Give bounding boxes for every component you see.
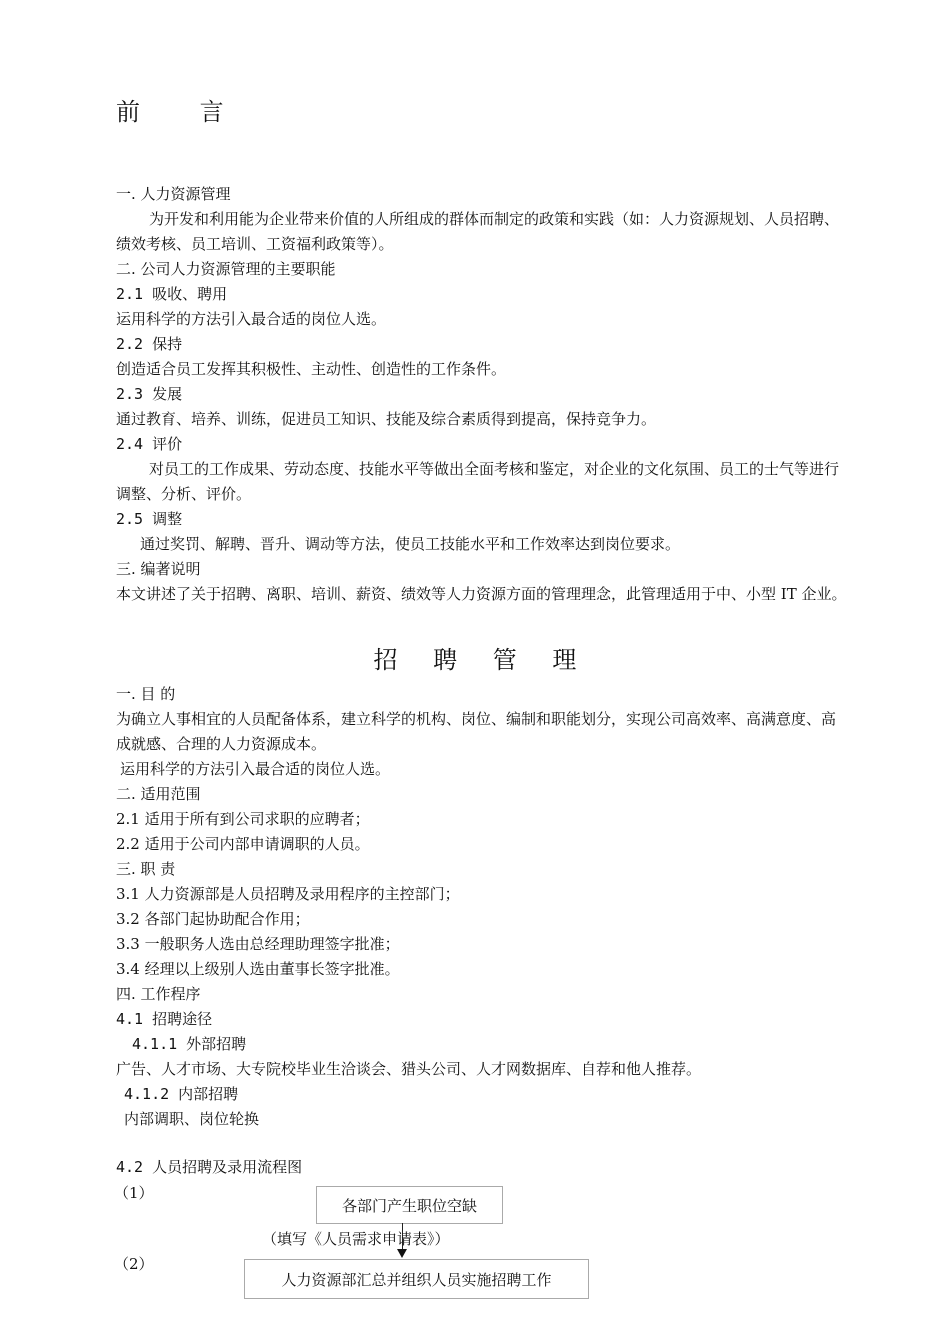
preface-section-2-2-body: 创造适合员工发挥其积极性、主动性、创造性的工作条件。 [116,360,507,378]
recruit-section-4-1-2-title: 4.1.2 内部招聘 [124,1085,239,1103]
recruit-section-1-body-2: 运用科学的方法引入最合适的岗位人选。 [120,760,391,778]
preface-section-2-1-title: 2.1 吸收、聘用 [116,285,228,303]
preface-section-2-5-body: 通过奖罚、解聘、晋升、调动等方法，使员工技能水平和工作效率达到岗位要求。 [140,535,681,553]
recruit-section-4-title: 四. 工作程序 [116,985,201,1003]
flow-connector-note: （填写《人员需求申请表》） [262,1230,450,1248]
preface-section-2-3-title: 2.3 发展 [116,385,183,403]
recruit-item-3-4: 3.4 经理以上级别人选由董事长签字批准。 [116,960,400,978]
preface-section-2-5-title: 2.5 调整 [116,510,183,528]
preface-section-2-4-body: 对员工的工作成果、劳动态度、技能水平等做出全面考核和鉴定，对企业的文化氛围、员工的士气等进行调整、分析、评价。 [116,460,840,503]
recruit-title: 招 聘 管 理 [373,646,591,674]
preface-section-2-4-title: 2.4 评价 [116,435,183,453]
recruit-item-3-3: 3.3 一般职务人选由总经理助理签字批准； [116,935,400,953]
flow-step-2-box [244,1259,589,1299]
recruit-section-4-1-1-title: 4.1.1 外部招聘 [132,1035,247,1053]
recruit-item-2-1: 2.1 适用于所有到公司求职的应聘者； [116,810,370,828]
recruit-section-4-1-1-body: 广告、人才市场、大专院校毕业生洽谈会、猎头公司、人才网数据库、自荐和他人推荐。 [116,1060,702,1078]
preface-section-3-title: 三. 编著说明 [116,560,201,578]
preface-section-2-3-body: 通过教育、培养、训练，促进员工知识、技能及综合素质得到提高，保持竞争力。 [116,410,657,428]
recruit-section-2-title: 二. 适用范围 [116,785,201,803]
flow-step-1-box [316,1186,503,1224]
recruit-item-3-2: 3.2 各部门起协助配合作用； [116,910,310,928]
recruit-item-3-1: 3.1 人力资源部是人员招聘及录用程序的主控部门； [116,885,460,903]
flow-step-2-text: 人力资源部汇总并组织人员实施招聘工作 [281,1270,552,1289]
preface-section-1-title: 一. 人力资源管理 [116,185,231,203]
recruit-item-2-2: 2.2 适用于公司内部申请调职的人员。 [116,835,370,853]
preface-title: 前 言 [116,98,250,126]
recruit-section-4-2-title: 4.2 人员招聘及录用流程图 [116,1158,303,1176]
flow-step-2-label: （2） [114,1255,154,1273]
preface-section-2-title: 二. 公司人力资源管理的主要职能 [116,260,336,278]
arrow-down-icon [397,1249,407,1258]
preface-section-3-body: 本文讲述了关于招聘、离职、培训、薪资、绩效等人力资源方面的管理理念，此管理适用于中、小型 IT 企业。 [116,585,847,603]
flow-step-1-text: 各部门产生职位空缺 [341,1196,477,1215]
preface-section-2-1-body: 运用科学的方法引入最合适的岗位人选。 [116,310,387,328]
recruit-section-4-1-title: 4.1 招聘途径 [116,1010,213,1028]
recruit-section-1-body: 为确立人事相宜的人员配备体系，建立科学的机构、岗位、编制和职能划分，实现公司高效率、高满意度、高成就感、合理的人力资源成本。 [116,710,837,753]
recruit-section-1-title: 一. 目 的 [116,685,176,703]
preface-section-2-2-title: 2.2 保持 [116,335,183,353]
flow-step-1-label: （1） [114,1184,154,1202]
recruit-section-4-1-2-body: 内部调职、岗位轮换 [124,1110,260,1128]
recruit-section-3-title: 三. 职 责 [116,860,176,878]
preface-section-1-body: 为开发和利用能为企业带来价值的人所组成的群体而制定的政策和实践（如：人力资源规划、人员招聘、绩效考核、员工培训、工资福利政策等）。 [116,210,840,253]
